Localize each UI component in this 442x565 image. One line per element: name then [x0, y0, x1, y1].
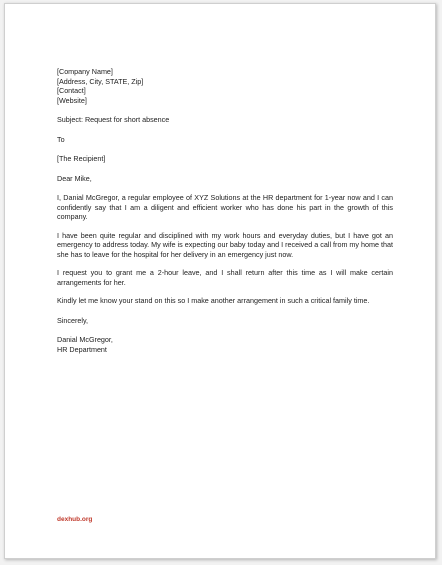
sender-address: [Address, City, STATE, Zip] — [57, 76, 144, 86]
paragraph-intro: I, Danial McGregor, a regular employee of XYZ Solutions at the HR department for 1-year now and I can confidently say that I am a diligent and efficient worker who has done his part in the growth of this company. — [57, 193, 393, 221]
letter-subject: Subject: Request for short absence — [57, 115, 170, 124]
salutation: Dear Mike, — [57, 173, 92, 183]
spacer — [57, 325, 393, 335]
spacer — [57, 144, 393, 154]
letter-page — [4, 3, 436, 559]
signature-department: HR Department — [57, 344, 107, 354]
letter-body — [57, 67, 393, 354]
footer-site-link[interactable]: dexhub.org — [57, 516, 93, 523]
spacer — [57, 306, 393, 316]
spacer — [57, 287, 393, 296]
spacer — [57, 222, 393, 231]
spacer — [57, 259, 393, 268]
spacer — [57, 105, 393, 115]
to-label: To — [57, 134, 65, 144]
recipient: [The Recipient] — [57, 154, 106, 163]
sender-contact: [Contact] — [57, 86, 86, 95]
paragraph-emergency: I have been quite regular and disciplined with my work hours and everyday duties, but I have got an emergency to address today. My wife is expecting our baby today and I received a call from my home that she has to leave for the hospital for her delivery in an emergency just now. — [57, 230, 393, 259]
sender-website: [Website] — [57, 95, 87, 105]
spacer — [57, 164, 393, 174]
spacer — [57, 183, 393, 193]
closing: Sincerely, — [57, 315, 89, 325]
paragraph-request: I request you to grant me a 2-hour leave, and I shall return after this time as I will make certain arrangements for her. — [57, 268, 393, 287]
spacer — [57, 125, 393, 135]
paragraph-closing-note: Kindly let me know your stand on this so I make another arrangement in such a critical family time. — [57, 296, 370, 305]
signature-name: Danial McGregor, — [57, 335, 113, 344]
sender-company-name: [Company Name] — [57, 67, 113, 76]
